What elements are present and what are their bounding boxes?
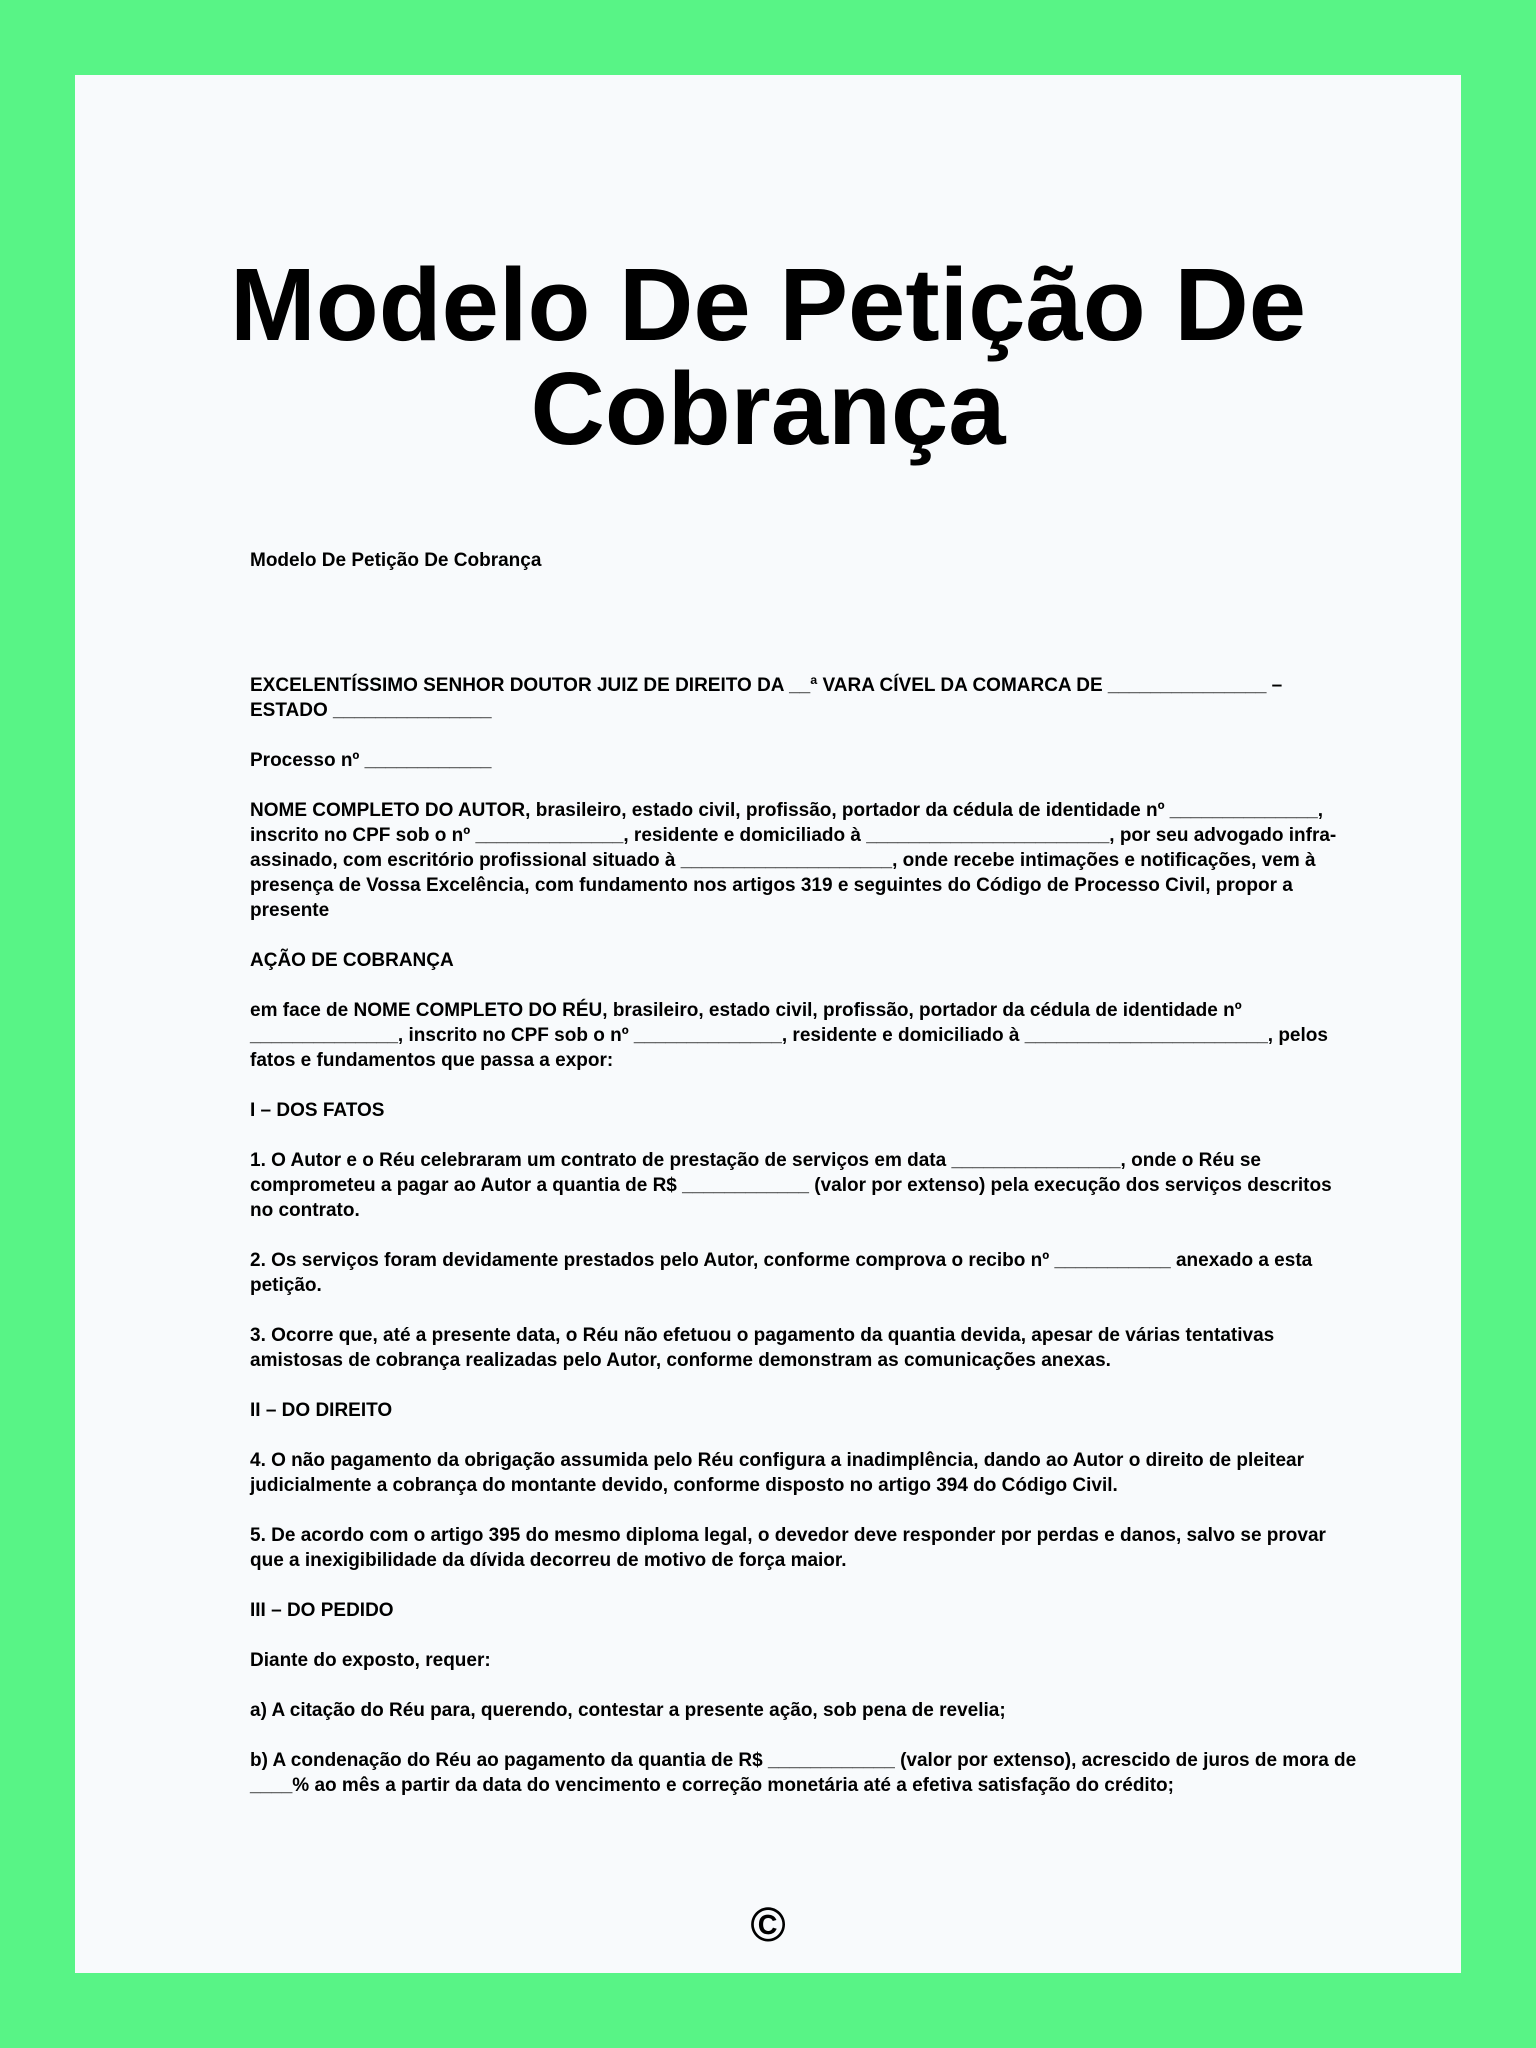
plaintiff-qualification: NOME COMPLETO DO AUTOR, brasileiro, estado civil, profissão, portador da cédula de identidade nº ______________, inscrito no CPF sob o nº ______________, residente e domiciliado à _______________________, por seu advogado infra-assinado, com escritório profissional situado à ____________________, onde recebe intimações e notificações, vem à presença de Vossa Excelência, com fundamento nos artigos 319 e seguintes do Código de Processo Civil, propor a presente [250,800,1337,921]
defendant-qualification: em face de NOME COMPLETO DO RÉU, brasileiro, estado civil, profissão, portador da cédula de identidade nº ______________, inscrito no CPF sob o nº ______________, residente e domiciliado à _______________________, pelos fatos e fundamentos que passa a expor: [250,1000,1328,1071]
fact-paragraph-2: 2. Os serviços foram devidamente prestados pelo Autor, conforme comprova o recibo nº ___________ anexado a esta petição. [250,1250,1313,1296]
section-heading-law: II – DO DIREITO [250,1400,393,1421]
request-item-b: b) A condenação do Réu ao pagamento da quantia de R$ ____________ (valor por extenso), acrescido de juros de mora de ____% ao mês a partir da data do vencimento e correção monetária até a efetiva satisfação do crédito; [250,1750,1357,1796]
law-paragraph-5: 5. De acordo com o artigo 395 do mesmo diploma legal, o devedor deve responder por perdas e danos, salvo se provar que a inexigibilidade da dívida decorreu de motivo de força maior. [250,1525,1326,1571]
process-number: Processo nº ____________ [250,750,492,771]
section-heading-request: III – DO PEDIDO [250,1600,394,1621]
action-title: AÇÃO DE COBRANÇA [250,950,454,971]
fact-paragraph-1: 1. O Autor e o Réu celebraram um contrato de prestação de serviços em data ________________, onde o Réu se comprometeu a pagar ao Autor a quantia de R$ ____________ (valor por extenso) pela execução dos serviços descritos no contrato. [250,1150,1332,1221]
law-paragraph-4: 4. O não pagamento da obrigação assumida pelo Réu configura a inadimplência, dando ao Autor o direito de pleitear judicialmente a cobrança do montante devido, conforme disposto no artigo 394 do Código Civil. [250,1450,1304,1496]
document-page [75,75,1461,1973]
court-address: EXCELENTÍSSIMO SENHOR DOUTOR JUIZ DE DIREITO DA __ª VARA CÍVEL DA COMARCA DE _______________ – ESTADO _______________ [250,675,1283,721]
document-subtitle: Modelo De Petição De Cobrança [250,550,542,571]
section-heading-facts: I – DOS FATOS [250,1100,385,1121]
document-title: Modelo De Petição De Cobrança [229,247,1307,466]
request-item-a: a) A citação do Réu para, querendo, contestar a presente ação, sob pena de revelia; [250,1700,1006,1721]
copyright-symbol: © [750,1899,786,1952]
request-intro: Diante do exposto, requer: [250,1650,491,1671]
fact-paragraph-3: 3. Ocorre que, até a presente data, o Réu não efetuou o pagamento da quantia devida, apesar de várias tentativas amistosas de cobrança realizadas pelo Autor, conforme demonstram as comunicações anexas. [250,1325,1275,1371]
document-body [250,548,1360,1823]
